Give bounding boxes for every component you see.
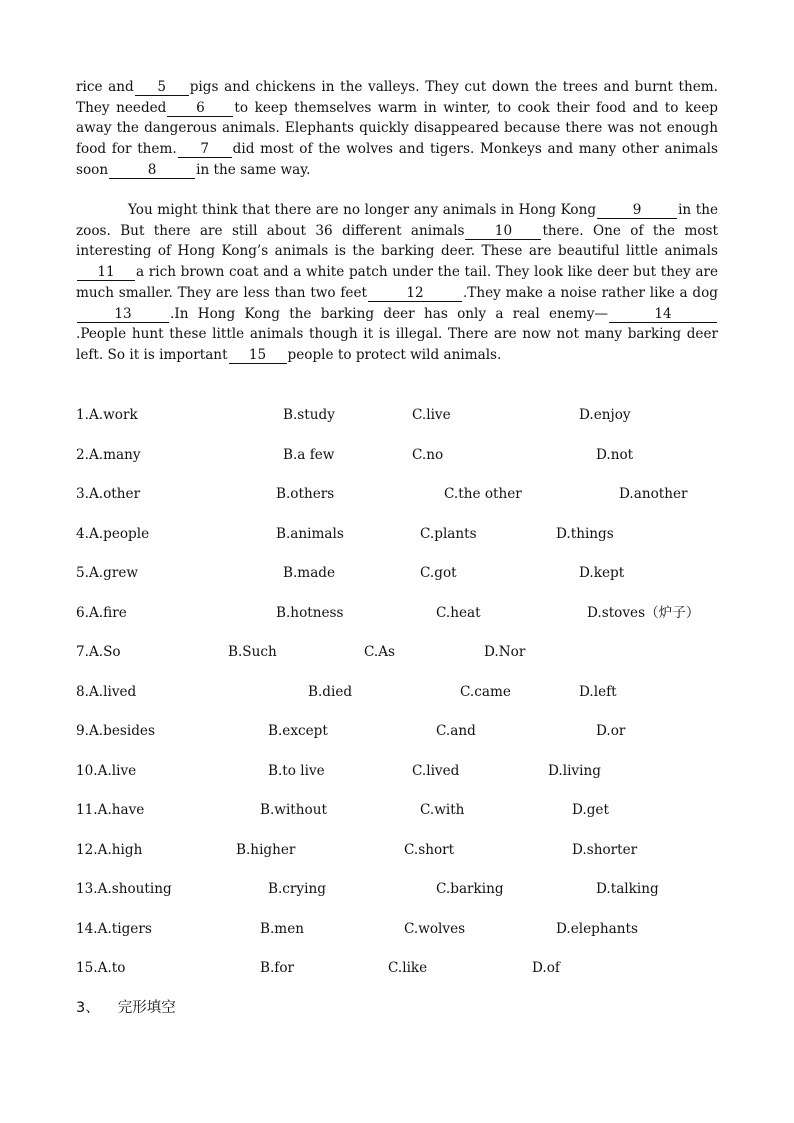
question-row [76,682,776,722]
question-number: 5. [76,565,89,581]
question-number: 6. [76,604,89,621]
option-text: A.fire [88,604,127,621]
option-text: A.grew [88,565,139,581]
option-b: B.for [260,960,295,976]
question-row [76,800,776,840]
option-text: A.people [88,525,150,542]
question-row [76,879,776,919]
option-c: C.like [388,960,428,976]
option-c: C.As [364,644,396,660]
question-number-and-option-a [76,603,127,623]
passage-text: a rich brown coat and a white patch under the tail. They look like deer but they are much smaller. They are less than two feet [76,264,718,301]
option-text: A.high [97,841,143,858]
question-row [76,721,776,761]
passage-text: You might think that there are no longer any animals in Hong Kong [128,202,597,218]
question-number-and-option-a [76,524,149,544]
question-row [76,958,776,998]
option-d: D.shorter [572,841,638,858]
option-d: D.talking [596,881,659,897]
option-b: B.without [260,802,327,818]
question-row [76,642,776,682]
blank-11: 11 [77,264,135,281]
option-d: D.stoves（炉子） [587,604,700,621]
option-b: B.a few [283,446,335,463]
question-number: 11. [76,802,98,818]
option-text: A.many [88,446,141,463]
blank-7: 7 [178,141,232,158]
option-b: B.animals [276,525,344,542]
passage-text: to keep themselves warm in winter, to cook their food and to keep away the dangerous animals. Elephants quickly disappeared because there was not enough food for them. [76,99,718,158]
option-b: B.died [308,683,353,700]
option-b: B.except [268,723,328,739]
option-c: C.short [404,841,455,858]
passage-text: people to protect wild animals. [287,346,502,363]
blank-5: 5 [135,79,189,96]
passage-text: pigs and chickens in the valleys. They cut down the trees and burnt them. They needed [76,79,718,116]
option-c: C.came [460,683,511,700]
option-text: A.lived [88,683,137,700]
option-d: D.kept [579,565,625,581]
option-b: B.study [283,407,335,423]
option-d: D.things [556,525,614,542]
option-c: C.the other [444,486,522,502]
question-row [76,761,776,801]
passage-text: .In Hong Kong the barking deer has only a real enemy— [170,305,608,322]
question-number-and-option-a [76,563,138,583]
option-d: D.not [596,446,634,463]
question-number-and-option-a [76,958,125,978]
question-number: 2. [76,446,89,463]
question-row [76,405,776,445]
blank-6: 6 [167,100,233,117]
passage-text: there. One of the most interesting of Hong Kong’s animals is the barking deer. These are beautiful little animals [76,222,718,260]
question-number-and-option-a [76,919,152,939]
question-number-and-option-a [76,682,136,702]
question-row [76,484,776,524]
blank-12: 12 [368,285,462,302]
question-number: 4. [76,525,89,542]
option-d: D.or [596,723,626,739]
question-number-and-option-a [76,642,121,662]
option-b: B.to live [268,762,325,779]
question-number: 15. [76,960,98,976]
passage-paragraph-2 [76,200,718,366]
passage-text: rice and [76,79,134,95]
option-text: A.live [97,762,137,779]
option-c: C.heat [436,604,481,621]
option-b: B.hotness [276,604,344,621]
section-number: 3、 [76,1000,100,1016]
passage-text: .They make a noise rather like a dog [462,284,718,301]
question-number: 3. [76,486,89,502]
question-number-and-option-a [76,405,138,425]
blank-13: 13 [77,306,169,323]
option-text: A.other [88,486,141,502]
question-row [76,603,776,643]
passage-text: .People hunt these little animals though it is illegal. There are now not many barking deer left. So it is important [76,326,718,363]
option-b: B.Such [228,644,277,660]
question-number: 9. [76,723,89,739]
question-number: 1. [76,407,89,423]
question-number-and-option-a [76,800,144,820]
blank-8: 8 [109,162,195,179]
blank-14: 14 [609,306,717,323]
option-b: B.higher [236,841,296,858]
question-row [76,840,776,880]
passage-text: did most of the wolves and tigers. Monkeys and many other animals soon [76,141,719,178]
option-d: D.elephants [556,920,638,937]
option-d: D.get [572,802,609,818]
option-d: D.Nor [484,644,526,660]
option-text: A.tigers [97,920,152,937]
option-c: C.got [420,565,457,581]
question-number: 8. [76,683,89,700]
option-c: C.live [412,407,451,423]
question-number-and-option-a [76,721,155,741]
option-c: C.barking [436,881,504,897]
option-c: C.plants [420,525,477,542]
option-text: A.So [88,644,121,660]
option-c: C.wolves [404,920,466,937]
option-b: B.made [283,565,336,581]
question-number-and-option-a [76,761,136,781]
question-number: 12. [76,841,98,858]
option-c: C.no [412,446,444,463]
question-row [76,445,776,485]
question-row [76,919,776,959]
question-number: 10. [76,762,98,779]
option-d: D.of [532,960,560,976]
option-d: D.enjoy [579,407,631,423]
option-d: D.another [619,486,688,502]
section-title: 完形填空 [117,1000,176,1016]
option-c: C.and [436,723,476,739]
option-b: B.others [276,486,335,502]
option-d: D.left [579,683,617,700]
question-row [76,563,776,603]
option-text: A.have [97,802,145,818]
option-text: A.work [88,407,138,423]
option-text: A.shouting [97,881,172,897]
option-text: A.besides [88,723,155,739]
option-c: C.lived [412,762,460,779]
passage-text: in the zoos. But there are still about 36 different animals [76,202,718,239]
blank-15: 15 [229,347,287,364]
question-options-list [76,405,776,998]
question-number: 13. [76,881,98,897]
passage-text: in the same way. [196,161,311,178]
option-b: B.crying [268,881,326,897]
option-d: D.living [548,762,601,779]
question-row [76,524,776,564]
option-text: A.to [97,960,126,976]
option-c: C.with [420,802,465,818]
section-heading [76,996,176,1017]
question-number-and-option-a [76,840,142,860]
blank-9: 9 [597,202,677,219]
question-number-and-option-a [76,484,140,504]
passage-paragraph-1 [76,77,718,181]
blank-10: 10 [465,223,541,240]
question-number-and-option-a [76,445,141,465]
option-b: B.men [260,920,305,937]
question-number: 14. [76,920,98,937]
question-number-and-option-a [76,879,172,899]
question-number: 7. [76,644,89,660]
